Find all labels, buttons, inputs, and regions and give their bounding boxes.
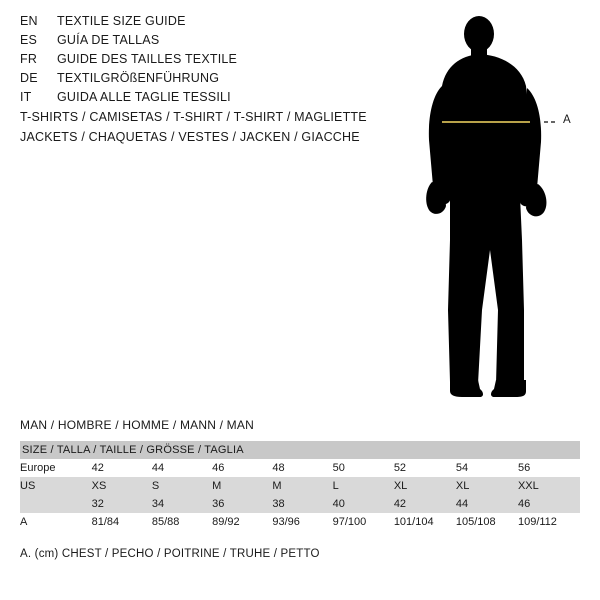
category-block <box>20 110 420 150</box>
footnote: A. (cm) CHEST / PECHO / POITRINE / TRUHE / PETTO <box>20 548 320 560</box>
language-code: FR <box>20 52 38 66</box>
cell: 46 <box>518 495 580 513</box>
cell: 52 <box>394 459 456 477</box>
cell: 44 <box>456 495 518 513</box>
cell: 54 <box>456 459 518 477</box>
category-line-jackets: JACKETS / CHAQUETAS / VESTES / JACKEN / GIACCHE <box>20 130 360 144</box>
language-row <box>20 14 400 33</box>
language-row <box>20 90 400 109</box>
language-header-block <box>20 14 400 109</box>
cell: XXL <box>518 477 580 495</box>
cell: 42 <box>92 459 152 477</box>
language-row <box>20 33 400 52</box>
cell: 46 <box>212 459 272 477</box>
language-text: GUIDA ALLE TAGLIE TESSILI <box>57 90 231 104</box>
cell: L <box>333 477 394 495</box>
language-row <box>20 71 400 90</box>
cell: 85/88 <box>152 513 212 531</box>
table-row <box>20 513 580 531</box>
cell: 48 <box>272 459 332 477</box>
man-silhouette-icon <box>420 10 590 400</box>
language-text: GUÍA DE TALLAS <box>57 33 160 47</box>
cell: S <box>152 477 212 495</box>
cell: 44 <box>152 459 212 477</box>
table-header-row <box>20 441 580 459</box>
cell: 89/92 <box>212 513 272 531</box>
cell: 42 <box>394 495 456 513</box>
cell: 34 <box>152 495 212 513</box>
row-label: A <box>20 513 92 531</box>
cell: XS <box>92 477 152 495</box>
cell: 93/96 <box>272 513 332 531</box>
measure-label-a: A <box>563 114 572 126</box>
language-text: TEXTILGRÖßENFÜHRUNG <box>57 71 220 85</box>
cell: M <box>212 477 272 495</box>
row-label: US <box>20 477 92 495</box>
row-label: Europe <box>20 459 92 477</box>
cell: 97/100 <box>333 513 394 531</box>
language-code: IT <box>20 90 32 104</box>
language-text: GUIDE DES TAILLES TEXTILE <box>57 52 238 66</box>
cell: 56 <box>518 459 580 477</box>
language-row <box>20 52 400 71</box>
size-table <box>20 441 580 531</box>
cell: M <box>272 477 332 495</box>
cell: 105/108 <box>456 513 518 531</box>
body-figure <box>420 10 590 400</box>
cell: 38 <box>272 495 332 513</box>
table-header-cell: SIZE / TALLA / TAILLE / GRÖSSE / TAGLIA <box>20 441 580 459</box>
cell: 32 <box>92 495 152 513</box>
table-row <box>20 459 580 477</box>
language-text: TEXTILE SIZE GUIDE <box>57 14 186 28</box>
language-code: EN <box>20 14 38 28</box>
cell: 81/84 <box>92 513 152 531</box>
cell: 50 <box>333 459 394 477</box>
cell: 109/112 <box>518 513 580 531</box>
table-row <box>20 495 580 513</box>
cell: 40 <box>333 495 394 513</box>
table-title: MAN / HOMBRE / HOMME / MANN / MAN <box>20 418 254 432</box>
cell: 36 <box>212 495 272 513</box>
row-label <box>20 495 92 513</box>
category-line-tshirts: T-SHIRTS / CAMISETAS / T-SHIRT / T-SHIRT / MAGLIETTE <box>20 110 367 124</box>
cell: XL <box>394 477 456 495</box>
cell: 101/104 <box>394 513 456 531</box>
table-row <box>20 477 580 495</box>
language-code: DE <box>20 71 38 85</box>
cell: XL <box>456 477 518 495</box>
language-code: ES <box>20 33 38 47</box>
